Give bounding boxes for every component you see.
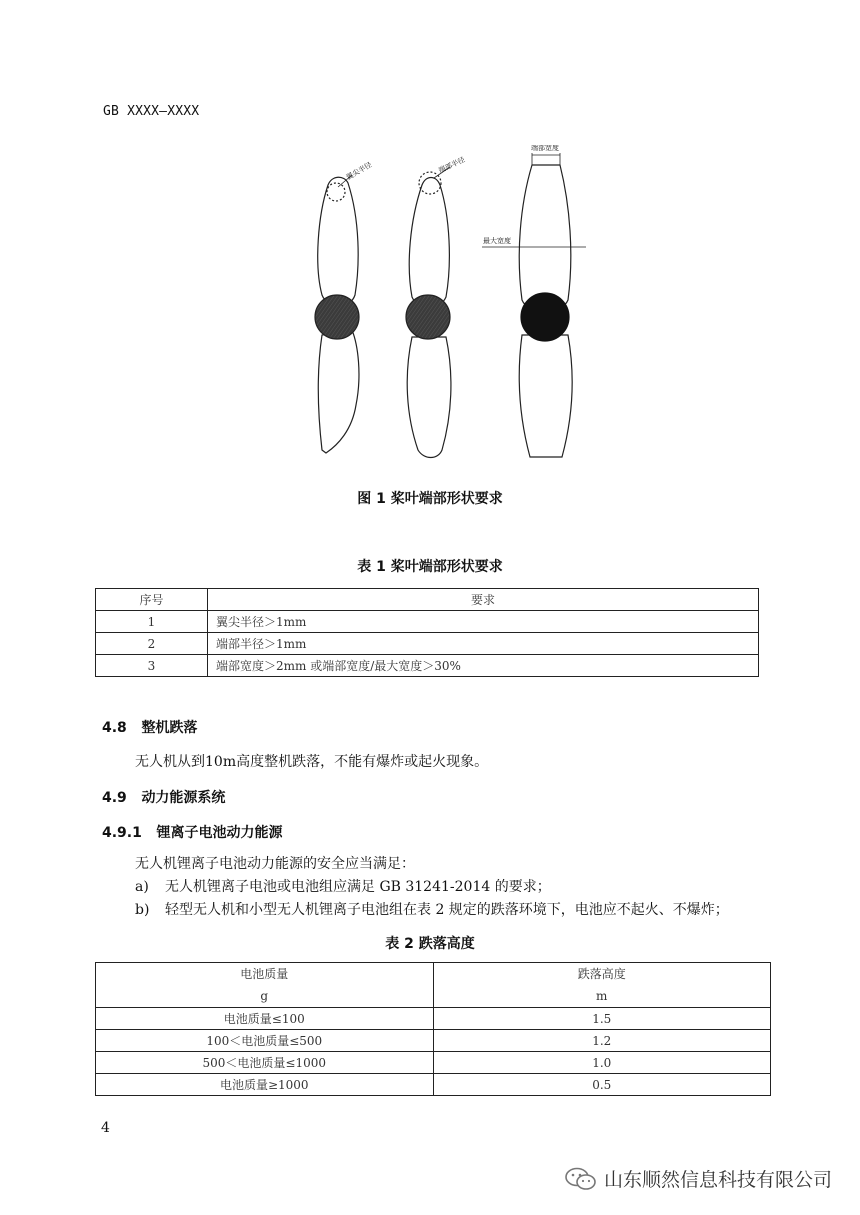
section-number: 4.9: [102, 790, 127, 806]
table-cell: 0.5: [433, 1074, 771, 1096]
table-row: [96, 1030, 771, 1052]
section-4-9-1-heading: [102, 822, 283, 842]
list-item: [135, 876, 551, 896]
table2-title: 表 2 跌落高度: [385, 936, 475, 952]
blade-tip-width: [482, 145, 586, 457]
section-title: 整机跌落: [141, 720, 198, 736]
figure-caption: 图 1 桨叶端部形状要求: [357, 491, 503, 507]
section-number: 4.9.1: [102, 825, 142, 841]
label-max-width: 最大宽度: [483, 237, 511, 245]
section-4-8-heading: [102, 717, 197, 737]
table-cell: 100＜电池质量≤500: [96, 1030, 434, 1052]
document-code: GB XXXX—XXXX: [103, 104, 200, 119]
list-marker: a): [135, 879, 149, 895]
table-header-cell: 序号: [96, 589, 208, 611]
section-4-9-1-intro: 无人机锂离子电池动力能源的安全应当满足：: [135, 856, 415, 872]
table-header-cell: 要求: [208, 589, 759, 611]
page-number: 4: [101, 1120, 110, 1136]
table-cell: 电池质量≥1000: [96, 1074, 434, 1096]
table-cell: 电池质量≤100: [96, 1008, 434, 1030]
table-cell: 1.5: [433, 1008, 771, 1030]
header-name: 电池质量: [240, 967, 289, 981]
section-title: 锂离子电池动力能源: [156, 825, 283, 841]
list-item: [135, 899, 729, 919]
table-row: [96, 655, 759, 677]
table-row: [96, 1008, 771, 1030]
section-title: 动力能源系统: [141, 790, 226, 806]
section-number: 4.8: [102, 720, 127, 736]
table-cell: 端部宽度＞2mm 或端部宽度/最大宽度＞30%: [208, 655, 759, 677]
table-header-row: [96, 963, 771, 1008]
table-header-cell: [96, 963, 434, 1008]
header-name: 跌落高度: [577, 967, 626, 981]
section-4-8-text: 无人机从到10m高度整机跌落，不能有爆炸或起火现象。: [135, 754, 489, 770]
section-4-9-heading: [102, 787, 225, 807]
label-wing-tip: 翼尖半径: [345, 160, 374, 182]
header-unit: g: [260, 989, 269, 1003]
table2: [95, 962, 771, 1096]
table-cell: 1.0: [433, 1052, 771, 1074]
propeller-figure: [300, 145, 600, 465]
wechat-icon: [564, 1167, 598, 1191]
table-cell: 1.2: [433, 1030, 771, 1052]
table-header-row: [96, 589, 759, 611]
table-row: [96, 611, 759, 633]
table-cell: 500＜电池质量≤1000: [96, 1052, 434, 1074]
table-cell: 2: [96, 633, 208, 655]
watermark-text: 山东顺然信息科技有限公司: [603, 1169, 832, 1191]
label-tip-width: 端部宽度: [531, 145, 559, 152]
table-cell: 端部半径＞1mm: [208, 633, 759, 655]
table-header-cell: [433, 963, 771, 1008]
table1: [95, 588, 759, 677]
table-cell: 翼尖半径＞1mm: [208, 611, 759, 633]
list-item-text: 轻型无人机和小型无人机锂离子电池组在表 2 规定的跌落环境下，电池应不起火、不爆炸；: [165, 902, 729, 918]
label-tip-radius: 端部半径: [437, 155, 467, 175]
table-cell: 1: [96, 611, 208, 633]
watermark: [564, 1165, 832, 1192]
table-row: [96, 633, 759, 655]
table1-title: 表 1 桨叶端部形状要求: [357, 559, 503, 575]
header-unit: m: [596, 989, 608, 1003]
table-cell: 3: [96, 655, 208, 677]
blade-tip-radius: [406, 155, 466, 458]
list-item-text: 无人机锂离子电池或电池组应满足 GB 31241-2014 的要求；: [165, 879, 551, 895]
table-row: [96, 1052, 771, 1074]
blade-wing-tip: [315, 160, 373, 453]
table-row: [96, 1074, 771, 1096]
list-marker: b): [135, 902, 150, 918]
